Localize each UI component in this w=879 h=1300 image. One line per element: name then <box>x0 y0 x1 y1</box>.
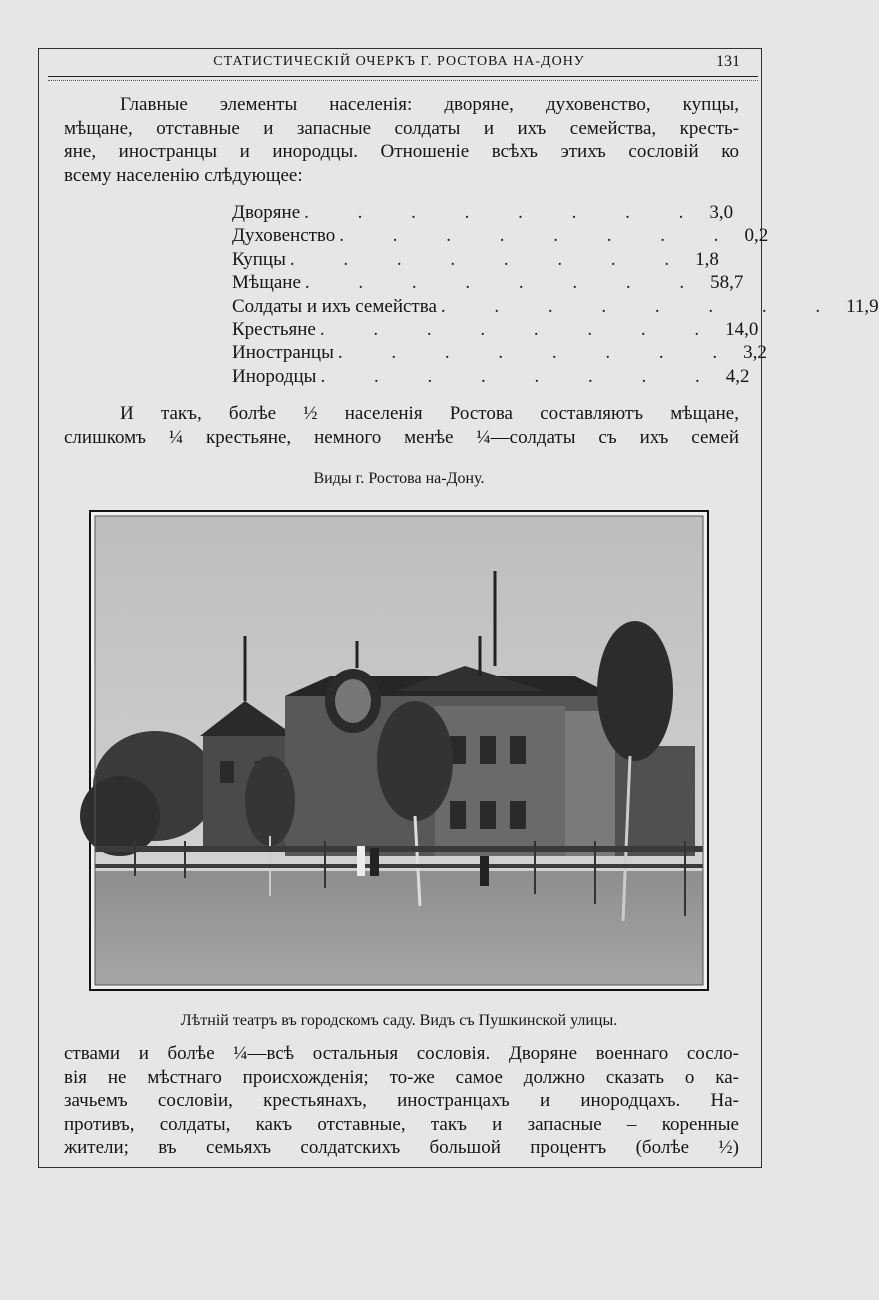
leader-dots: . . . . . . . . <box>319 318 722 340</box>
estate-row <box>232 201 734 224</box>
estate-name: Духовенство <box>232 225 336 247</box>
page-number: 131 <box>716 53 740 70</box>
estate-row <box>232 365 750 388</box>
figure-caption-bottom: Лѣтній театръ въ городскомъ саду. Видъ съ Пушкинской улицы. <box>180 1012 618 1029</box>
estate-name: Мѣщане <box>232 272 301 294</box>
estate-row <box>232 341 767 364</box>
leader-dots: . . . . . . . . <box>289 248 692 270</box>
leader-dots: . . . . . . . . <box>304 202 706 223</box>
text-line: мѣщане, отставные и запасные солдаты и ихъ семейства, кресть- <box>64 117 739 139</box>
intro-paragraph <box>64 93 739 187</box>
conclusion-paragraph <box>64 402 739 449</box>
leader-dots: . . . . . . . . <box>304 272 707 294</box>
running-header <box>40 52 758 76</box>
estate-value: 3,0 <box>709 202 734 223</box>
text-line: вія не мѣстнаго происхожденія; то-же самое должно сказать о ка- <box>64 1066 739 1088</box>
estate-name: Дворяне <box>232 202 301 223</box>
text-line: И такъ, болѣе ½ населенія Ростова составляютъ мѣщане, <box>120 403 739 424</box>
estate-name: Солдаты и ихъ семейства <box>232 295 437 317</box>
header-rule <box>48 76 758 81</box>
text-line: слишкомъ ¼ крестьяне, немного менѣе ¼—солдаты съ ихъ семей <box>64 426 739 448</box>
leader-dots: . . . . . . . . <box>320 365 722 387</box>
estate-row <box>232 271 744 294</box>
leader-dots: . . . . . . . . <box>440 295 843 317</box>
photo-illustration <box>95 516 703 985</box>
theatre-photograph <box>89 510 709 991</box>
estate-value: 1,8 <box>695 248 719 270</box>
estate-row <box>232 318 759 341</box>
estate-value: 3,2 <box>743 342 767 364</box>
estate-value: 14,0 <box>725 318 759 340</box>
estate-value: 0,2 <box>744 225 769 247</box>
estate-value: 58,7 <box>710 272 744 294</box>
estate-name: Крестьяне <box>232 318 316 340</box>
text-line: ствами и болѣе ¼—всѣ остальныя сословія. Дворяне военнаго сосло- <box>64 1043 739 1064</box>
header-title: СТАТИСТИЧЕСКІЙ ОЧЕРКЪ Г. РОСТОВА НА-ДОНУ <box>213 54 585 69</box>
estate-row <box>232 295 879 318</box>
estate-row <box>232 248 719 271</box>
leader-dots: . . . . . . . . <box>339 225 741 247</box>
text-line: противъ, солдаты, какъ отставные, такъ и запасные – коренные <box>64 1113 739 1135</box>
figure-caption-top: Виды г. Ростова на-Дону. <box>313 470 485 487</box>
estate-value: 4,2 <box>725 365 750 387</box>
estate-name: Купцы <box>232 248 286 270</box>
estate-name: Иностранцы <box>232 342 334 364</box>
leader-dots: . . . . . . . . <box>337 342 740 364</box>
continuation-paragraph <box>64 1042 739 1160</box>
estate-value: 11,9 <box>846 295 879 317</box>
text-line: всему населенію слѣдующее: <box>64 164 303 186</box>
estate-row <box>232 224 769 247</box>
text-line: зачьемъ сословіи, крестьянахъ, иностранцахъ и инородцахъ. На- <box>64 1090 739 1111</box>
estate-name: Инородцы <box>232 365 317 387</box>
estates-table <box>232 201 879 388</box>
text-line: жители; въ семьяхъ солдатскихъ большой процентъ (болѣе ½) <box>64 1137 739 1158</box>
text-line: яне, иностранцы и инородцы. Отношеніе всѣхъ этихъ сословій ко <box>64 141 739 162</box>
text-line: Главные элементы населенія: дворяне, духовенство, купцы, <box>120 94 739 115</box>
